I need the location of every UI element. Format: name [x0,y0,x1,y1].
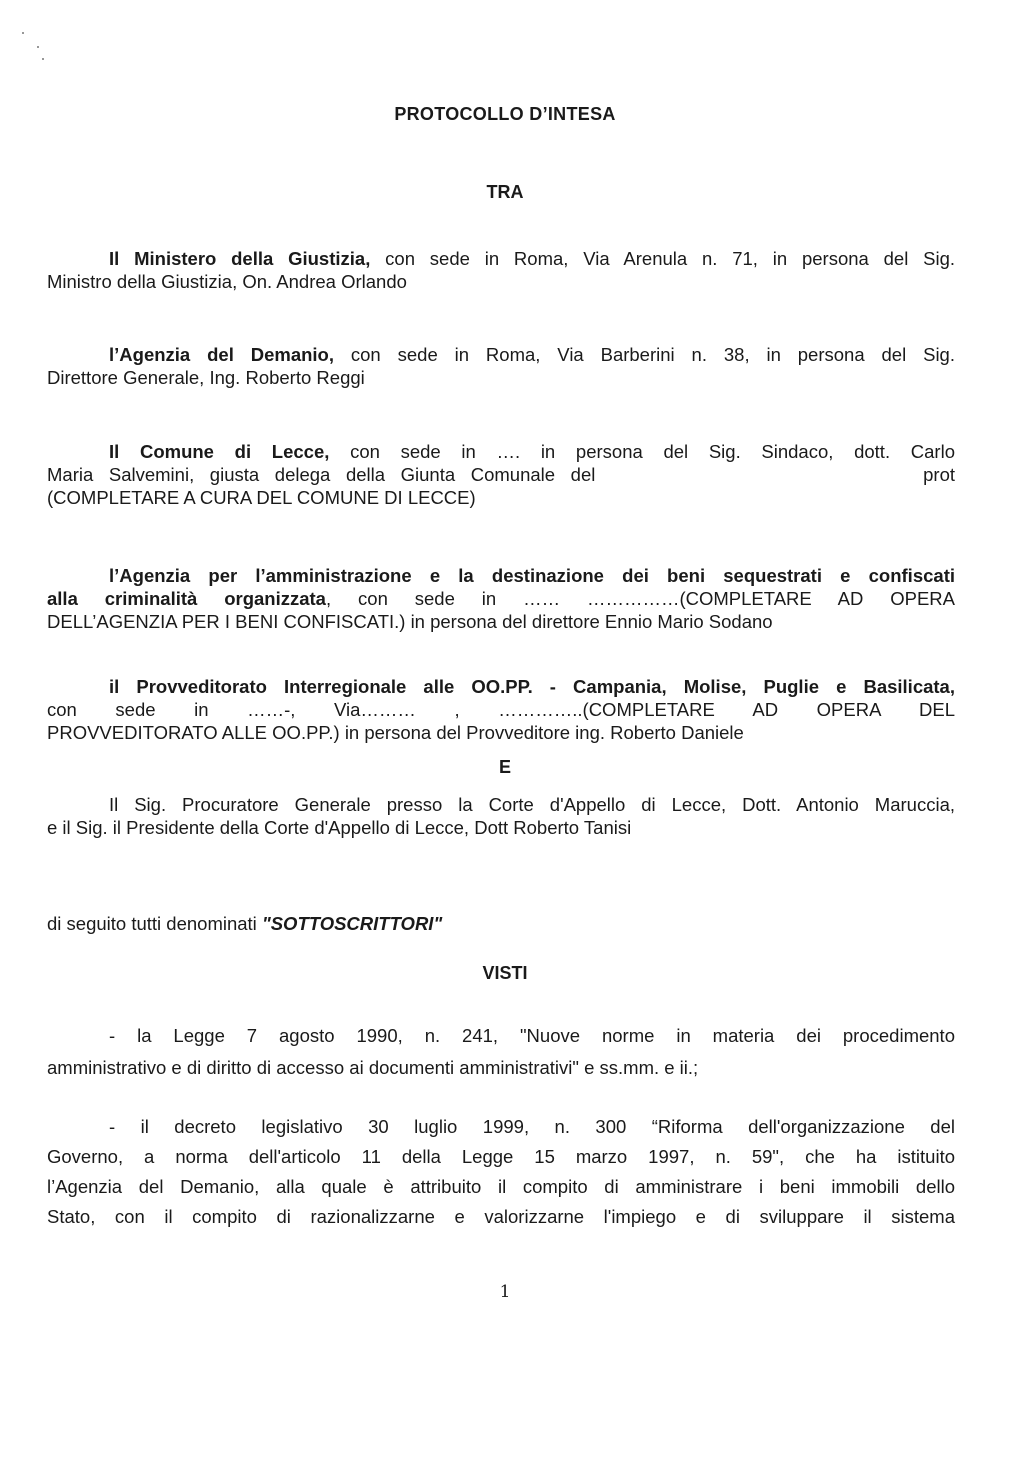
party-line [47,587,955,610]
party-comune-lecce [47,440,955,509]
party-line [47,247,955,270]
party-name: alla criminalità organizzata [47,588,326,609]
party-agenzia-beni-confiscati [47,564,955,633]
party-provveditorato [47,675,955,744]
party-line: PROVVEDITORATO ALLE OO.PP.) in persona del Provveditore ing. Roberto Daniele [47,722,744,743]
visto-line: amministrativo e di diritto di accesso ai documenti amministrativi" e ss.mm. e ii.; [47,1057,699,1078]
scan-speck [22,32,24,34]
sottoscrittori-line [47,912,955,935]
visto-line: Governo, a norma dell'articolo 11 della Legge 15 marzo 1997, n. 59", che ha istituito [47,1146,955,1167]
party-name: Il Ministero della Giustizia, [109,248,371,269]
party-line: (COMPLETARE A CURA DEL COMUNE DI LECCE) [47,487,476,508]
party-line: Ministro della Giustizia, On. Andrea Orlando [47,271,407,292]
visto-line [47,1020,955,1052]
party-text: con sede in Roma, Via Arenula n. 71, in persona del Sig. [370,248,956,269]
party-line: Direttore Generale, Ing. Roberto Reggi [47,367,365,388]
scan-speck [42,58,44,60]
party-corte-appello [47,793,955,839]
party-name: il Provveditorato Interregionale alle OO.PP. - Campania, Molise, Puglie e Basilicata, [109,676,955,697]
visto-text: - la Legge 7 agosto 1990, n. 241, "Nuove norme in materia dei procedimento [109,1025,955,1046]
party-line [47,675,955,698]
visto-line [47,1112,955,1142]
party-text: con sede in Roma, Via Barberini n. 38, in persona del Sig. [334,344,955,365]
visto-line: Stato, con il compito di razionalizzarne e valorizzarne l'impiego e di sviluppare il sistema [47,1206,955,1227]
party-line: DELL’AGENZIA PER I BENI CONFISCATI.) in persona del direttore Ennio Mario Sodano [47,611,773,632]
heading-visti: VISTI [482,963,528,983]
party-line: Maria Salvemini, giusta delega della Giunta Comunale del prot [47,464,955,485]
heading-tra: TRA [486,182,524,202]
visto-line: l’Agenzia del Demanio, alla quale è attribuito il compito di amministrare i beni immobili dello [47,1176,955,1197]
sottoscrittori-text: di seguito tutti denominati [47,913,262,934]
party-name: l’Agenzia per l’amministrazione e la destinazione dei beni sequestrati e confiscati [109,565,955,586]
party-line: con sede in ……-, Via……… , …………..(COMPLETARE AD OPERA DEL [47,699,955,720]
heading-e: E [498,757,511,777]
party-line [47,440,955,463]
party-agenzia-demanio [47,343,955,389]
party-name: l’Agenzia del Demanio, [109,344,334,365]
visto-legge-241 [47,1020,955,1084]
visto-text: - il decreto legislativo 30 luglio 1999, n. 300 “Riforma dell'organizzazione del [109,1116,955,1137]
visto-dlgs-300 [47,1112,955,1232]
party-line [47,343,955,366]
party-line [47,793,955,816]
party-text: Il Sig. Procuratore Generale presso la Corte d'Appello di Lecce, Dott. Antonio Maruccia, [109,794,955,815]
party-name: Il Comune di Lecce, [109,441,330,462]
page-number: 1 [499,1282,511,1302]
sottoscrittori-label: "SOTTOSCRITTORI" [261,913,443,934]
document-title: PROTOCOLLO D’INTESA [394,104,616,124]
party-text: con sede in …. in persona del Sig. Sindaco, dott. Carlo [329,441,955,462]
party-ministero [47,247,955,293]
party-line [47,564,955,587]
party-line: e il Sig. il Presidente della Corte d'Appello di Lecce, Dott Roberto Tanisi [47,817,632,838]
scan-speck [37,46,39,48]
party-text: , con sede in …… ……………(COMPLETARE AD OPERA [325,588,955,609]
